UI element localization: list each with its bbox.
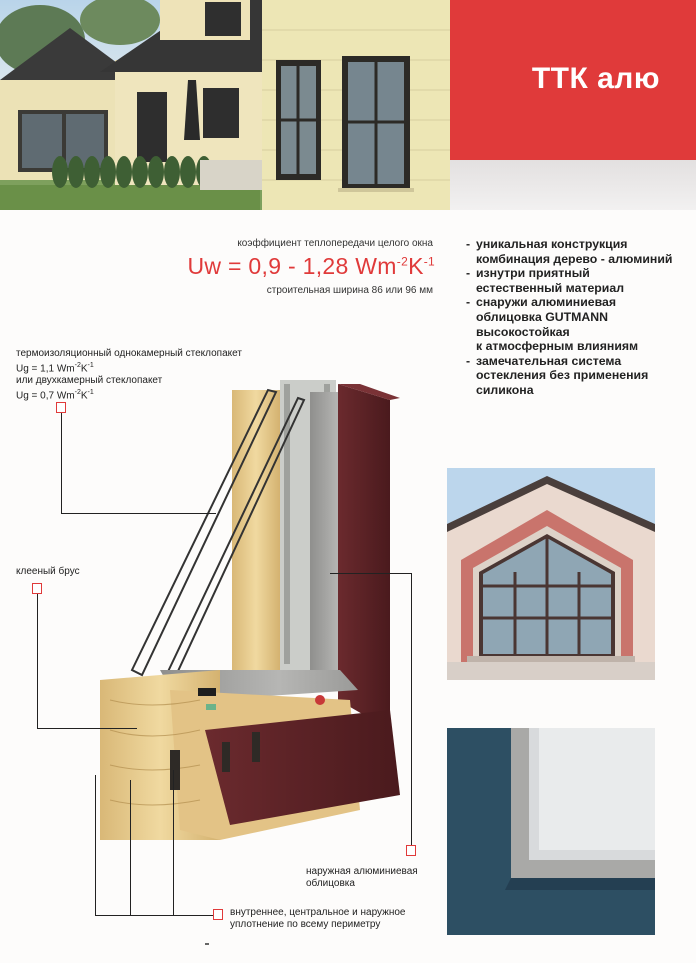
beam-leader-h (37, 728, 137, 729)
seal-annotation-line1: внутреннее, центральное и наружное (230, 907, 406, 918)
frame-corner-photo (447, 728, 655, 935)
window-profile-cross-section (70, 370, 450, 850)
glass-leader-v (61, 413, 62, 513)
cladding-leader-v (411, 573, 412, 845)
seal-annotation (230, 907, 405, 931)
scan-dot (205, 943, 209, 945)
glass-marker (56, 402, 66, 413)
seal-leader-h (95, 915, 215, 916)
house-photo (0, 0, 450, 210)
glass-leader-h (61, 513, 216, 514)
feature-item: - уникальная конструкция комбинация дерево - алюминий (466, 237, 673, 266)
cladding-marker (406, 845, 416, 856)
glass-annotation-line1: термоизоляционный однокамерный стеклопакет (16, 348, 242, 359)
header-grey-band (450, 160, 696, 210)
feature-list (466, 237, 694, 398)
uw-value: Uw = 0,9 - 1,28 $Wm^{-2}K^{-1}$ (187, 253, 435, 279)
seal-leader-2 (130, 780, 131, 915)
cladding-annotation (306, 866, 418, 890)
cladding-leader-h (330, 573, 412, 574)
cladding-annotation-line2: облицовка (306, 878, 355, 889)
feature-item: - снаружи алюминиевая облицовка GUTMANN высокостойкая к атмосферным влияниям (466, 295, 639, 354)
coefficient-label: коэффициент теплопередачи целого окна (237, 238, 433, 249)
build-width-label: строительная ширина 86 или 96 мм (266, 285, 433, 296)
feature-item: - изнутри приятный естественный материал (466, 266, 625, 295)
beam-marker (32, 583, 42, 594)
glass-annotation-ug1: Ug = 1,1 $Wm^{-2}K^{-1}$ (16, 362, 94, 375)
glass-annotation (16, 348, 316, 403)
glass-annotation-ug2: Ug = 0,7 $Wm^{-2}K^{-1}$ (16, 389, 94, 402)
beam-annotation: клееный брус (16, 566, 80, 577)
cladding-annotation-line1: наружная алюминиевая (306, 866, 418, 877)
seal-leader-1 (95, 775, 96, 915)
seal-leader-3 (173, 770, 174, 915)
gable-window-photo (447, 468, 655, 680)
page-title: ТТК алю (531, 62, 660, 95)
seal-annotation-line2: уплотнение по всему периметру (230, 919, 381, 930)
seal-marker (213, 909, 223, 920)
beam-leader-v (37, 594, 38, 728)
glass-annotation-line3: или двухкамерный стеклопакет (16, 375, 163, 387)
feature-item: - замечательная система остекления без применения силикона (466, 353, 649, 397)
